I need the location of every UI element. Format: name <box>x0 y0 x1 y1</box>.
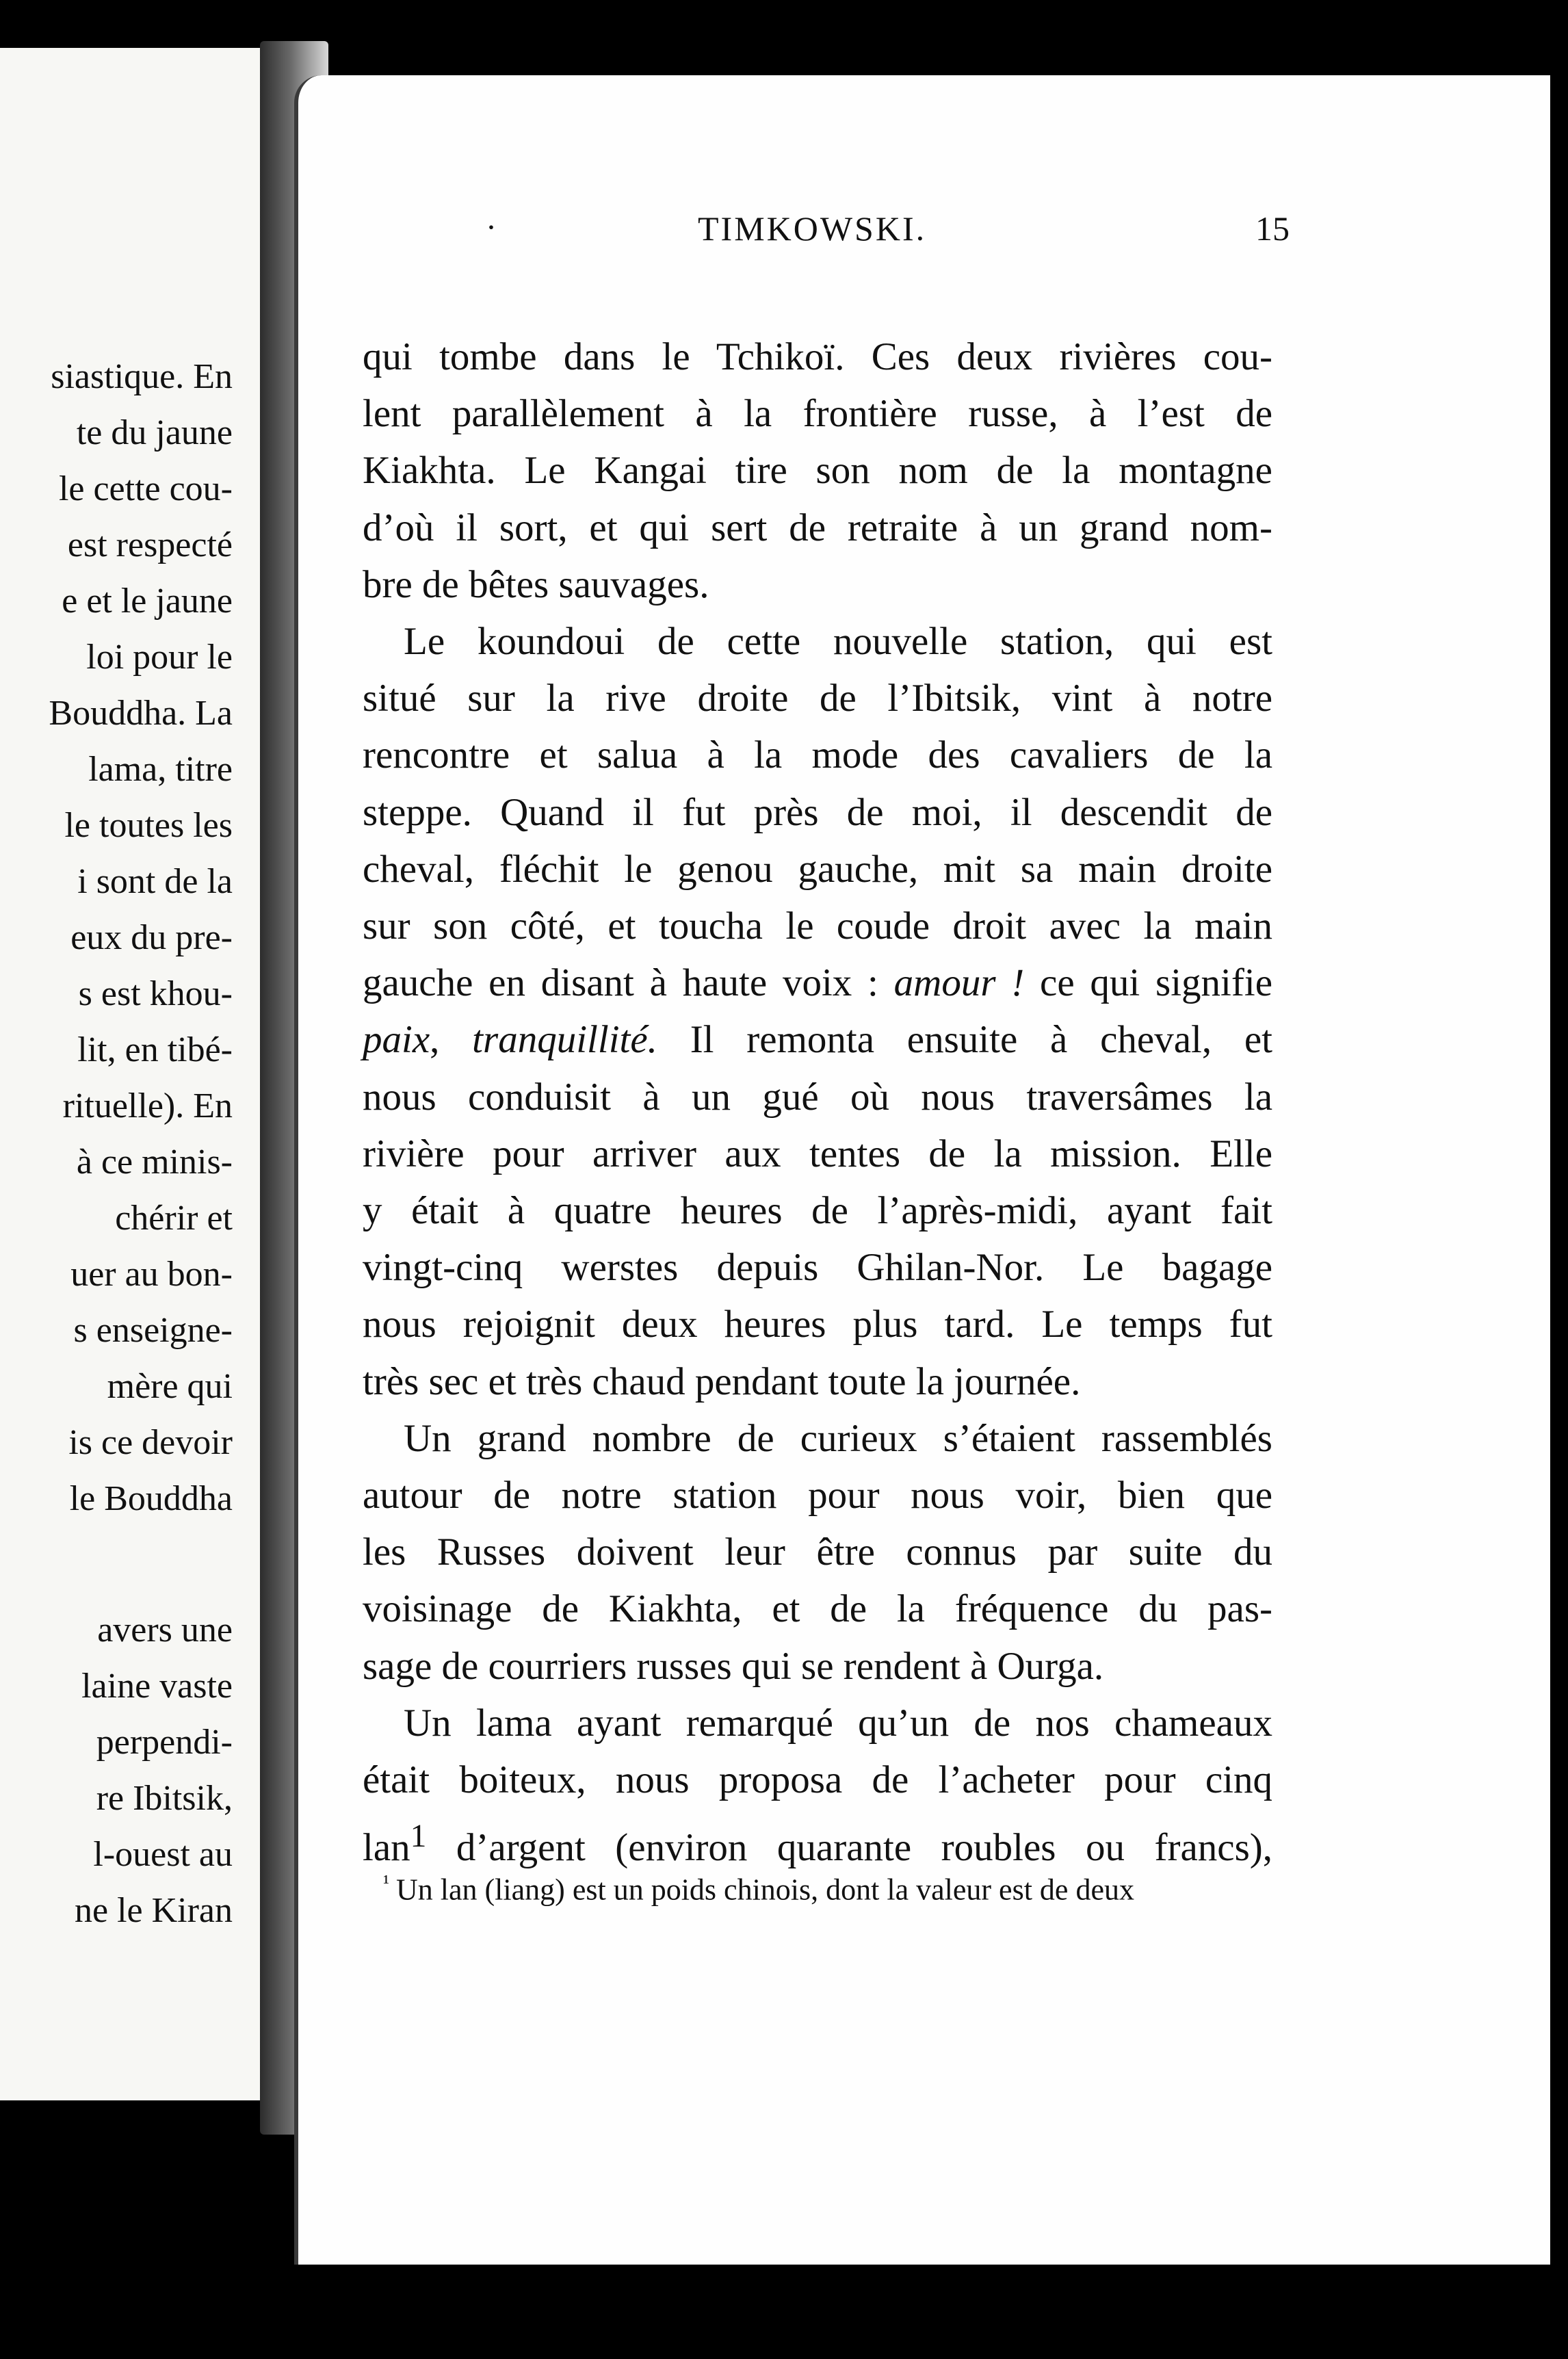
left-page-gap <box>49 1527 233 1602</box>
left-page-line: eux du pre- <box>70 918 233 957</box>
body-line <box>363 1808 1272 1876</box>
body-line: qui tombe dans le Tchikoï. Ces deux rivières cou- <box>363 335 1272 378</box>
footnote-ref: 1 <box>410 1819 427 1855</box>
left-page-line: lama, titre <box>88 750 233 789</box>
body-text <box>363 328 1272 1876</box>
text-run: d’argent (environ quarante roubles ou francs), <box>426 1826 1272 1870</box>
body-line: très sec et très chaud pendant toute la journée. <box>363 1359 1081 1403</box>
text-run: Il remonta ensuite à cheval, et <box>657 1018 1272 1062</box>
left-page-line: à ce minis- <box>76 1143 233 1182</box>
left-page-text <box>49 349 233 1939</box>
body-line: Kiakhta. Le Kangai tire son nom de la montagne <box>363 449 1272 493</box>
left-page-line: re Ibitsik, <box>96 1779 233 1818</box>
text-run: ce qui signifie <box>1024 961 1273 1005</box>
body-line: lent parallèlement à la frontière russe, à l’est de <box>363 392 1272 436</box>
left-page-line: e et le jaune <box>62 582 233 621</box>
italic-word: paix <box>363 1018 430 1062</box>
body-line: nous conduisit à un gué où nous traversâmes la <box>363 1075 1272 1119</box>
left-page-line: avers une <box>97 1611 233 1650</box>
body-line: bre de bêtes sauvages. <box>363 562 709 606</box>
left-page-line: s est khou- <box>78 974 233 1013</box>
left-page-line: laine vaste <box>81 1667 233 1706</box>
left-page-line: loi pour le <box>86 638 233 677</box>
left-page-line: mère qui <box>107 1367 233 1406</box>
left-page-line: Bouddha. La <box>49 694 233 733</box>
left-page-line: le cette cou- <box>58 469 233 508</box>
body-line: steppe. Quand il fut près de moi, il descendit de <box>363 790 1272 834</box>
left-page-line: s enseigne- <box>73 1311 233 1350</box>
footnote-text: Un lan (liang) est un poids chinois, dont la valeur est de deux <box>396 1873 1134 1907</box>
body-line: Le koundoui de cette nouvelle station, qui est <box>404 620 1272 664</box>
left-page-line: l-ouest au <box>93 1835 233 1874</box>
left-page <box>0 48 302 2100</box>
running-head: TIMKOWSKI. <box>698 209 927 248</box>
body-line: les Russes doivent leur être connus par suite du <box>363 1530 1272 1574</box>
body-line: autour de notre station pour nous voir, bien que <box>363 1474 1272 1517</box>
body-line: sur son côté, et toucha le coude droit avec la main <box>363 904 1272 948</box>
body-line: Un lama ayant remarqué qu’un de nos chameaux <box>404 1701 1272 1745</box>
body-line: vingt-cinq werstes depuis Ghilan-Nor. Le bagage <box>363 1246 1272 1290</box>
footnote-marker: ¹ <box>383 1871 389 1894</box>
page-number: 15 <box>1255 209 1290 248</box>
body-line: sage de courriers russes qui se rendent à Ourga. <box>363 1644 1104 1688</box>
italic-word: amour ! <box>893 961 1025 1005</box>
body-line: voisinage de Kiakhta, et de la fréquence du pas- <box>363 1587 1272 1631</box>
body-line: nous rejoignit deux heures plus tard. Le temps fut <box>363 1303 1272 1346</box>
header-dot: · <box>486 209 497 246</box>
text-run: gauche en disant à haute voix : <box>363 961 894 1005</box>
left-page-line: perpendi- <box>96 1723 233 1762</box>
left-page-line: rituelle). En <box>62 1086 233 1125</box>
left-page-line: is ce devoir <box>68 1423 233 1462</box>
body-line: Un grand nombre de curieux s’étaient rassemblés <box>404 1416 1272 1460</box>
left-page-line: est respecté <box>67 525 233 564</box>
text-run: , <box>430 1018 473 1062</box>
left-page-line: le toutes les <box>64 806 233 845</box>
italic-word: tranquillité. <box>472 1018 657 1062</box>
left-page-line: chérir et <box>115 1199 233 1238</box>
body-line: situé sur la rive droite de l’Ibitsik, vint à notre <box>363 677 1272 720</box>
body-line: cheval, fléchit le genou gauche, mit sa main droite <box>363 847 1272 891</box>
left-page-line: i sont de la <box>77 862 233 901</box>
body-line: y était à quatre heures de l’après-midi, ayant fait <box>363 1189 1272 1233</box>
body-line <box>363 1011 1272 1068</box>
left-page-line: lit, en tibé- <box>77 1030 233 1069</box>
left-page-line: le Bouddha <box>69 1479 233 1518</box>
body-line: d’où il sort, et qui sert de retraite à un grand nom- <box>363 506 1272 549</box>
body-line: était boiteux, nous proposa de l’acheter pour cinq <box>363 1758 1272 1802</box>
text-run: lan <box>363 1826 410 1870</box>
body-line: rencontre et salua à la mode des cavaliers de la <box>363 733 1272 777</box>
body-line: rivière pour arriver aux tentes de la mission. Elle <box>363 1132 1272 1175</box>
left-page-line: ne le Kiran <box>74 1891 233 1930</box>
left-page-line: uer au bon- <box>70 1255 233 1294</box>
left-page-line: siastique. En <box>51 357 233 396</box>
left-page-line: te du jaune <box>76 413 233 452</box>
page-header <box>424 209 1290 270</box>
footnote <box>383 1871 1259 1907</box>
body-line <box>363 954 1272 1011</box>
